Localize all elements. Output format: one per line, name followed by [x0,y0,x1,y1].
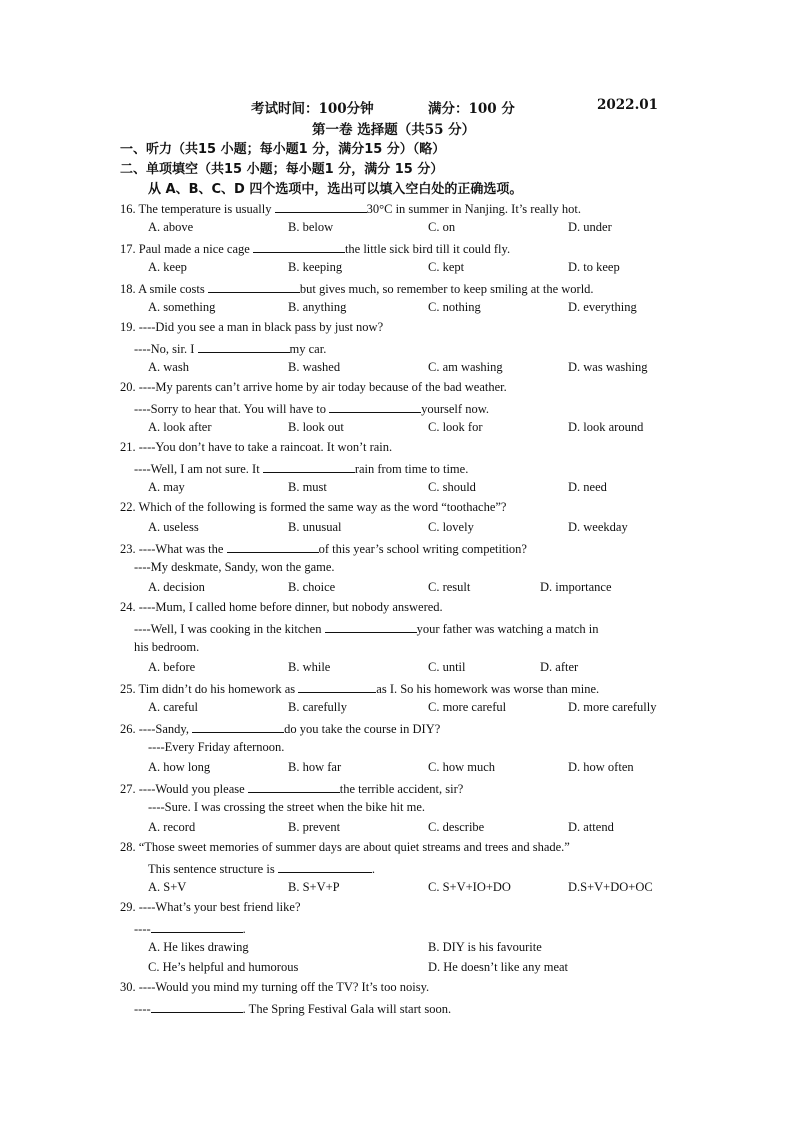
question-23: 23. ----What was the of this year’s school writing competition? [120,542,527,556]
option-d: D. after [540,660,579,674]
question-number: 17. [120,242,136,256]
option-b: B. washed [288,360,341,374]
question-27-reply: ----Sure. I was crossing the street when the bike hit me. [148,800,426,814]
answer-blank [151,920,243,933]
question-21: 21. ----You don’t have to take a raincoat. It won’t rain. [120,440,393,454]
option-c: C. S+V+IO+DO [428,880,511,894]
question-number: 19. [120,320,136,334]
option-c: C. nothing [428,300,481,314]
question-number: 20. [120,380,136,394]
option-b: B. keeping [288,260,343,274]
section-instruction: 从 A、B、C、D 四个选项中，选出可以填入空白处的正确选项。 [148,182,523,197]
question-number: 29. [120,900,136,914]
option-d: D. to keep [568,260,620,274]
exam-time: 考试时间：100分钟 [251,101,374,117]
answer-blank [275,200,367,213]
option-c: C. result [428,580,471,594]
option-a: A. wash [148,360,189,374]
option-b: B. S+V+P [288,880,340,894]
option-a: A. something [148,300,216,314]
option-d: D. importance [540,580,612,594]
question-26-reply: ----Every Friday afternoon. [148,740,285,754]
option-b: B. look out [288,420,344,434]
question-21-reply: ----Well, I am not sure. It rain from time to time. [134,462,469,476]
answer-blank [263,460,355,473]
option-a: A. S+V [148,880,187,894]
question-number: 25. [120,682,136,696]
volume-title: 第一卷 选择题（共55 分） [312,122,476,138]
answer-blank [298,680,376,693]
option-b: B. while [288,660,331,674]
question-16: 16. The temperature is usually 30°C in summer in Nanjing. It’s really hot. [120,202,581,216]
option-c: C. look for [428,420,483,434]
option-a: A. record [148,820,196,834]
option-c: C. until [428,660,466,674]
option-d: D. look around [568,420,644,434]
option-c: C. kept [428,260,465,274]
option-c: C. more careful [428,700,507,714]
option-c: C. should [428,480,476,494]
answer-blank [192,720,284,733]
option-b: B. anything [288,300,347,314]
answer-blank [253,240,345,253]
exam-date: 2022.01 [597,97,659,113]
option-a: A. keep [148,260,187,274]
question-28-prompt: This sentence structure is . [148,862,375,876]
option-a: A. above [148,220,194,234]
option-c: C. He’s helpful and humorous [148,960,299,974]
option-b: B. how far [288,760,342,774]
question-26: 26. ----Sandy, do you take the course in DIY? [120,722,441,736]
option-b: B. below [288,220,334,234]
option-a: A. look after [148,420,212,434]
question-29-reply: ---- . [134,922,246,936]
question-number: 27. [120,782,136,796]
question-24: 24. ----Mum, I called home before dinner, but nobody answered. [120,600,443,614]
option-d: D.S+V+DO+OC [568,880,653,894]
section-single-choice: 二、单项填空（共15 小题；每小题1 分，满分 15 分） [120,162,444,177]
question-number: 21. [120,440,136,454]
full-score: 满分：100 分 [428,101,515,117]
option-a: A. useless [148,520,199,534]
question-number: 24. [120,600,136,614]
question-19-reply: ----No, sir. I my car. [134,342,327,356]
option-c: C. describe [428,820,485,834]
option-b: B. prevent [288,820,341,834]
question-24-reply: ----Well, I was cooking in the kitchen your father was watching a match in [134,622,599,636]
option-a: A. before [148,660,196,674]
option-c: C. am washing [428,360,503,374]
question-number: 18. [120,282,136,296]
question-number: 22. [120,500,136,514]
option-d: D. more carefully [568,700,657,714]
option-a: A. decision [148,580,205,594]
question-23-reply: ----My deskmate, Sandy, won the game. [134,560,335,574]
question-number: 26. [120,722,136,736]
question-20-reply: ----Sorry to hear that. You will have to yourself now. [134,402,490,416]
question-number: 16. [120,202,136,216]
option-d: D. under [568,220,612,234]
option-b: B. must [288,480,327,494]
question-17: 17. Paul made a nice cage the little sick bird till it could fly. [120,242,511,256]
option-d: D. was washing [568,360,648,374]
question-28: 28. “Those sweet memories of summer days are about quiet streams and trees and shade.” [120,840,570,854]
answer-blank [208,280,300,293]
question-30: 30. ----Would you mind my turning off the TV? It’s too noisy. [120,980,430,994]
option-a: A. may [148,480,185,494]
option-c: C. how much [428,760,496,774]
question-number: 28. [120,840,136,854]
option-b: B. choice [288,580,336,594]
question-22: 22. Which of the following is formed the same way as the word “toothache”? [120,500,507,514]
question-29: 29. ----What’s your best friend like? [120,900,301,914]
option-a: A. careful [148,700,198,714]
answer-blank [329,400,421,413]
option-b: B. unusual [288,520,342,534]
option-a: A. He likes drawing [148,940,249,954]
question-25: 25. Tim didn’t do his homework as as I. So his homework was worse than mine. [120,682,600,696]
question-30-reply: ---- . The Spring Festival Gala will start soon. [134,1002,452,1016]
option-d: D. everything [568,300,637,314]
question-24-reply-cont: his bedroom. [134,640,200,654]
question-number: 23. [120,542,136,556]
question-18: 18. A smile costs but gives much, so remember to keep smiling at the world. [120,282,594,296]
answer-blank [278,860,372,873]
question-20: 20. ----My parents can’t arrive home by air today because of the bad weather. [120,380,507,394]
option-c: C. lovely [428,520,474,534]
option-d: D. weekday [568,520,628,534]
option-b: B. carefully [288,700,348,714]
option-b: B. DIY is his favourite [428,940,542,954]
option-d: D. how often [568,760,634,774]
section-listening: 一、听力（共15 小题；每小题1 分，满分15 分）（略） [120,142,446,157]
option-a: A. how long [148,760,211,774]
option-d: D. need [568,480,607,494]
answer-blank [227,540,319,553]
question-number: 30. [120,980,136,994]
answer-blank [248,780,340,793]
option-d: D. He doesn’t like any meat [428,960,569,974]
answer-blank [198,340,290,353]
answer-blank [325,620,417,633]
question-27: 27. ----Would you please the terrible accident, sir? [120,782,464,796]
question-19: 19. ----Did you see a man in black pass by just now? [120,320,384,334]
answer-blank [151,1000,243,1013]
option-c: C. on [428,220,456,234]
option-d: D. attend [568,820,614,834]
